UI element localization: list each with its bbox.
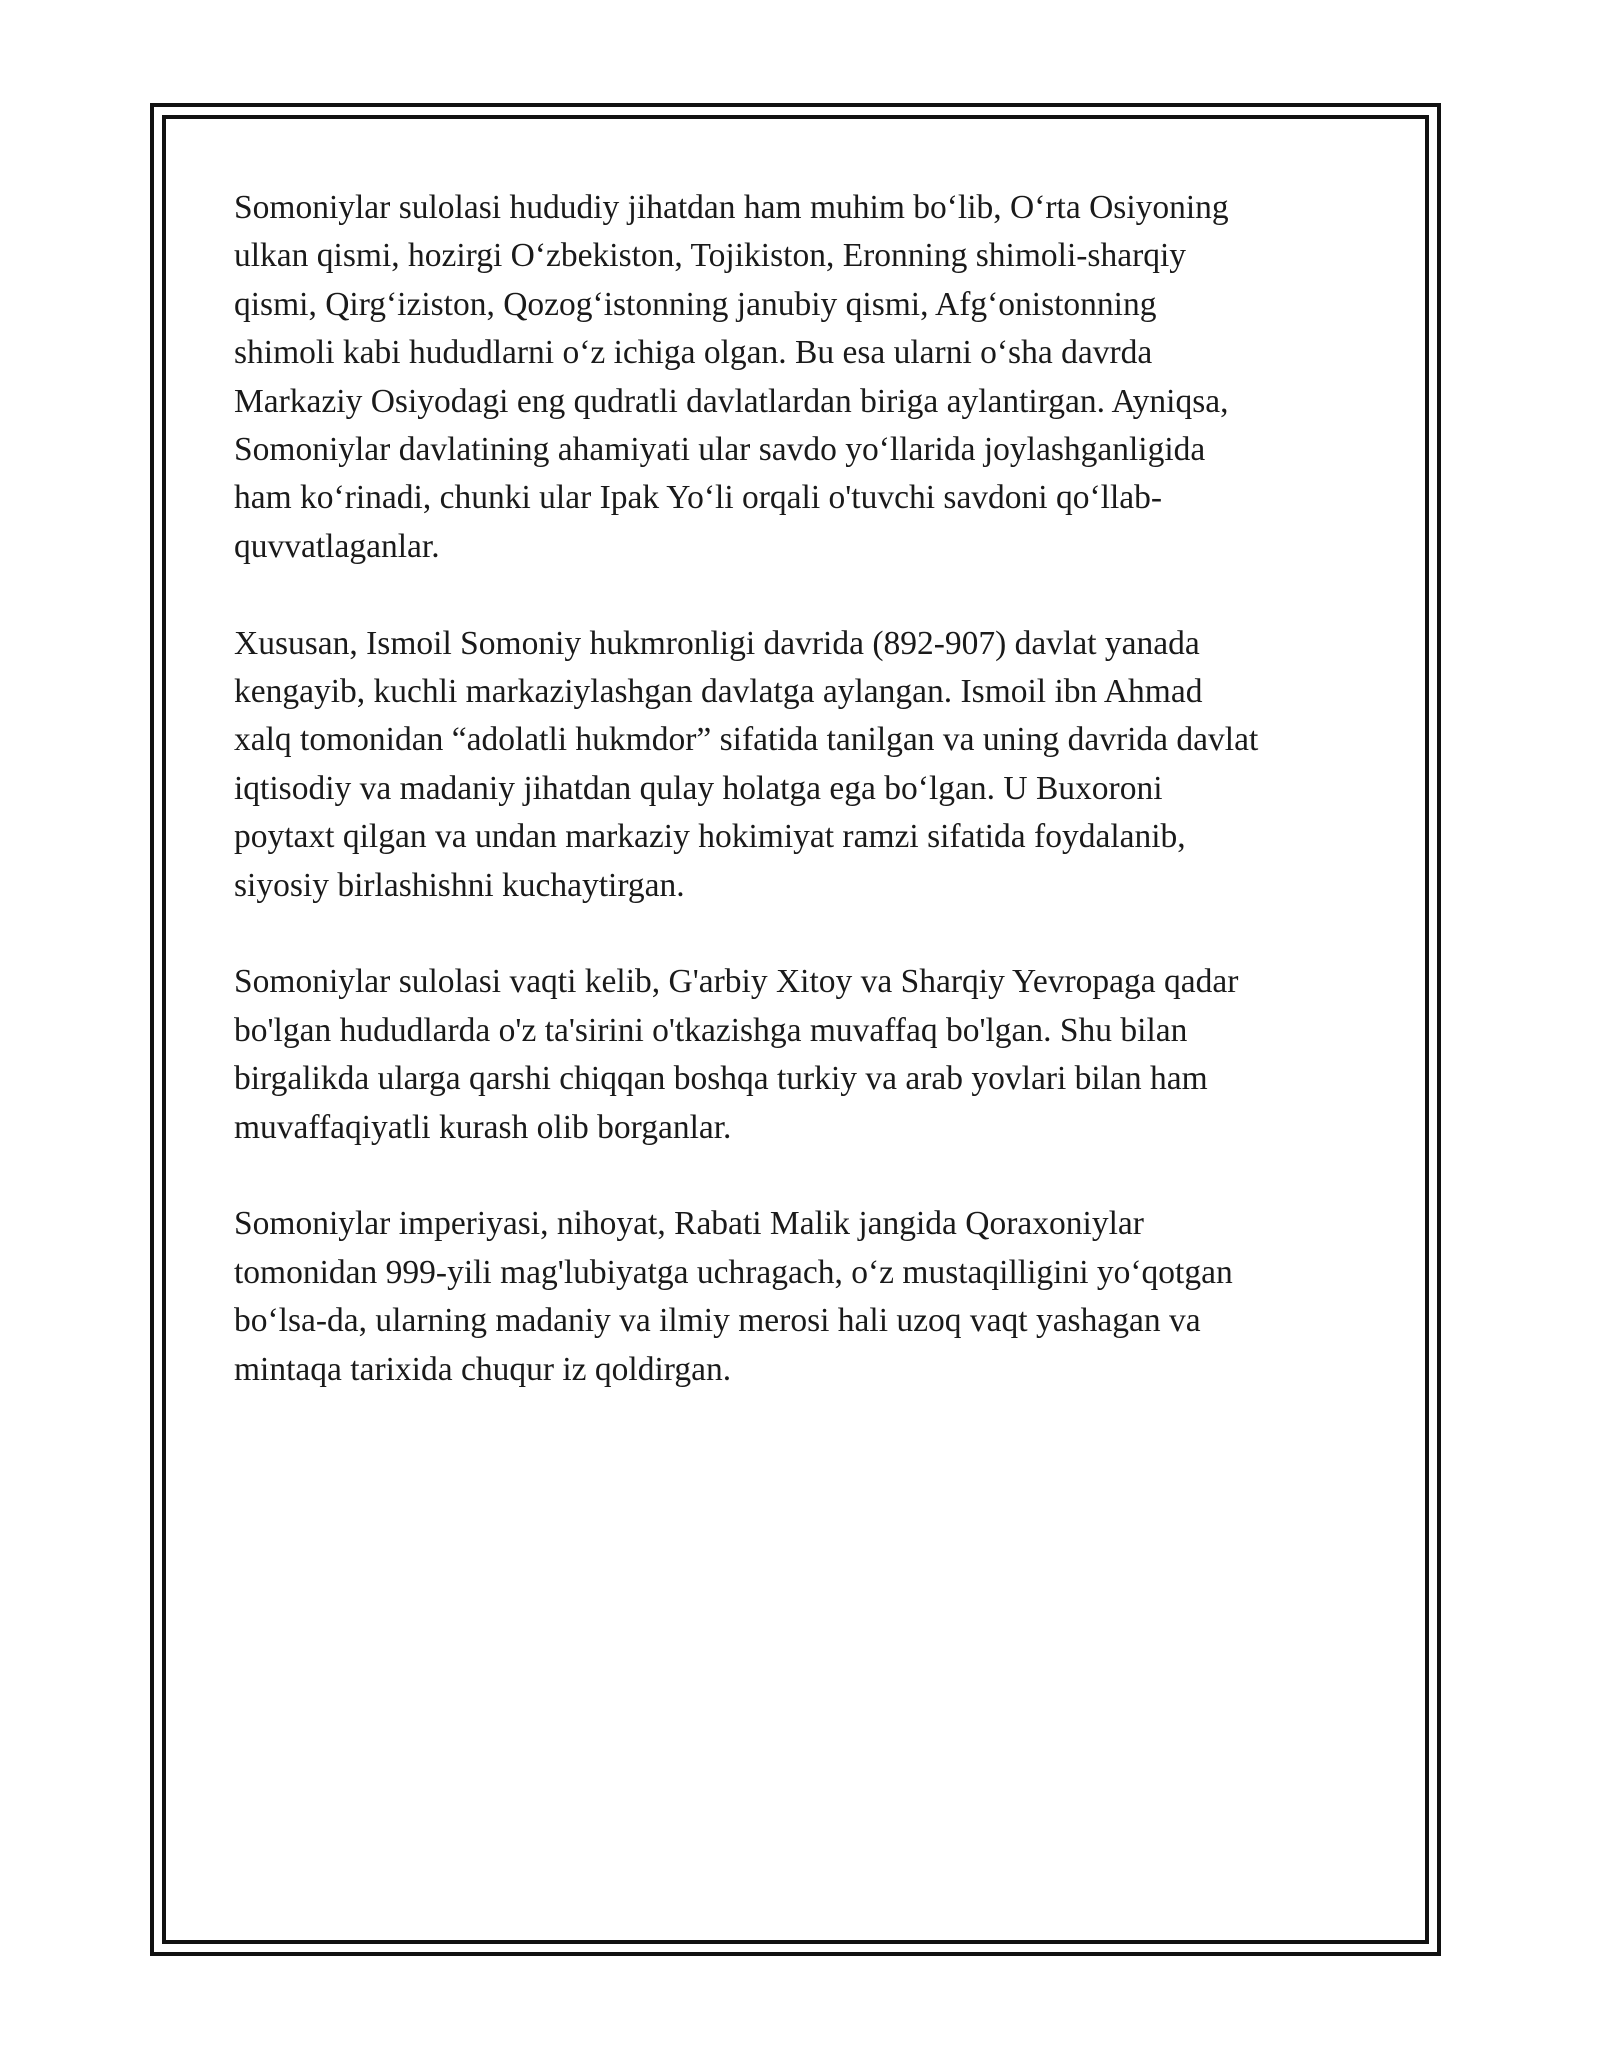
paragraph-3: Somoniylar sulolasi vaqti kelib, G'arbiy Xitoy va Sharqiy Yevropaga qadar bo'lgan hududlarda o'z ta'sirini o'tkazishga muvaffaq bo'lgan. Shu bilan birgalikda ularga qarshi chiqqan boshqa turkiy va arab yovlari bilan ham muvaffaqiyatli kurash olib borganlar. [234, 963, 1239, 1146]
paragraph-1: Somoniylar sulolasi hududiy jihatdan ham muhim bo‘lib, O‘rta Osiyoning ulkan qismi, hozirgi O‘zbekiston, Tojikiston, Eronning shimoli-sharqiy qismi, Qirg‘iziston, Qozog‘istonning janubiy qismi, Afg‘onistonning shimoli kabi hududlarni o‘z ichiga olgan. Bu esa ularni o‘sha davrda Markaziy Osiyodagi eng qudratli davlatlardan biriga aylantirgan. Ayniqsa, Somoniylar davlatining ahamiyati ular savdo yo‘llarida joylashganligida ham ko‘rinadi, chunki ular Ipak Yo‘li orqali o'tuvchi savdoni qo‘llab- quvvatlaganlar. [234, 189, 1229, 565]
document-body [234, 184, 1364, 1443]
paragraph-2: Xususan, Ismoil Somoniy hukmronligi davrida (892-907) davlat yanada kengayib, kuchli markaziylashgan davlatga aylangan. Ismoil ibn Ahmad xalq tomonidan “adolatli hukmdor” sifatida tanilgan va uning davrida davlat iqtisodiy va madaniy jihatdan qulay holatga ega bo‘lgan. U Buxoroni poytaxt qilgan va undan markaziy hokimiyat ramzi sifatida foydalanib, siyosiy birlashishni kuchaytirgan. [234, 624, 1259, 904]
paragraph-4: Somoniylar imperiyasi, nihoyat, Rabati Malik jangida Qoraxoniylar tomonidan 999-yili mag'lubiyatga uchragach, o‘z mustaqilligini yo‘qotgan bo‘lsa-da, ularning madaniy va ilmiy merosi hali uzoq vaqt yashagan va mintaqa tarixida chuqur iz qoldirgan. [234, 1205, 1233, 1388]
